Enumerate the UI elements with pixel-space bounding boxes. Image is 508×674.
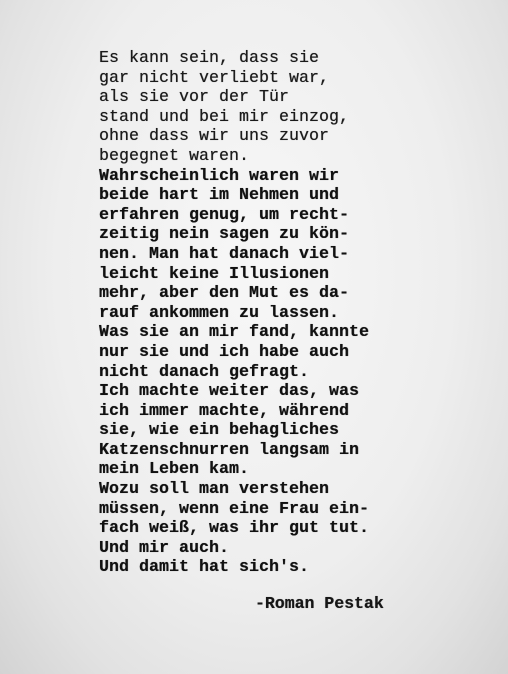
poem-text	[99, 48, 369, 577]
poem-line: mein Leben kam.	[99, 459, 250, 479]
poem-line: erfahren genug, um recht-	[99, 204, 350, 224]
poem-line: müssen, wenn eine Frau ein-	[99, 498, 370, 518]
poem-line: Wozu soll man verstehen	[99, 479, 330, 499]
poem-line: Was sie an mir fand, kannte	[99, 322, 370, 342]
poem-line: nur sie und ich habe auch	[99, 341, 350, 361]
poem-line: beide hart im Nehmen und	[99, 185, 340, 205]
poem-line: nen. Man hat danach viel-	[99, 243, 350, 263]
poem-line: Katzenschnurren langsam in	[99, 439, 360, 459]
poem-line: Ich machte weiter das, was	[99, 381, 360, 401]
poem-line: nicht danach gefragt.	[99, 361, 310, 381]
poem-line: zeitig nein sagen zu kön-	[99, 224, 350, 244]
poem-line: ich immer machte, während	[99, 400, 350, 420]
poem-line: leicht keine Illusionen	[99, 263, 330, 283]
poem-line: Und damit hat sich's.	[99, 557, 310, 577]
poem-line: ohne dass wir uns zuvor	[99, 126, 330, 146]
poem-line: mehr, aber den Mut es da-	[99, 283, 350, 303]
poem-line: als sie vor der Tür	[99, 87, 290, 107]
poem-line: fach weiß, was ihr gut tut.	[99, 518, 370, 538]
poem-line: rauf ankommen zu lassen.	[99, 302, 340, 322]
poem-line: Und mir auch.	[99, 537, 230, 557]
poem-line: sie, wie ein behagliches	[99, 420, 340, 440]
poem-line: gar nicht verliebt war,	[99, 67, 330, 87]
poem-line: Es kann sein, dass sie	[99, 48, 320, 67]
author-signature: -Roman Pestak	[255, 594, 384, 613]
poem-line: begegnet waren.	[99, 145, 250, 165]
poem-line: Wahrscheinlich waren wir	[99, 165, 340, 185]
poem-line: stand und bei mir einzog,	[99, 106, 350, 126]
